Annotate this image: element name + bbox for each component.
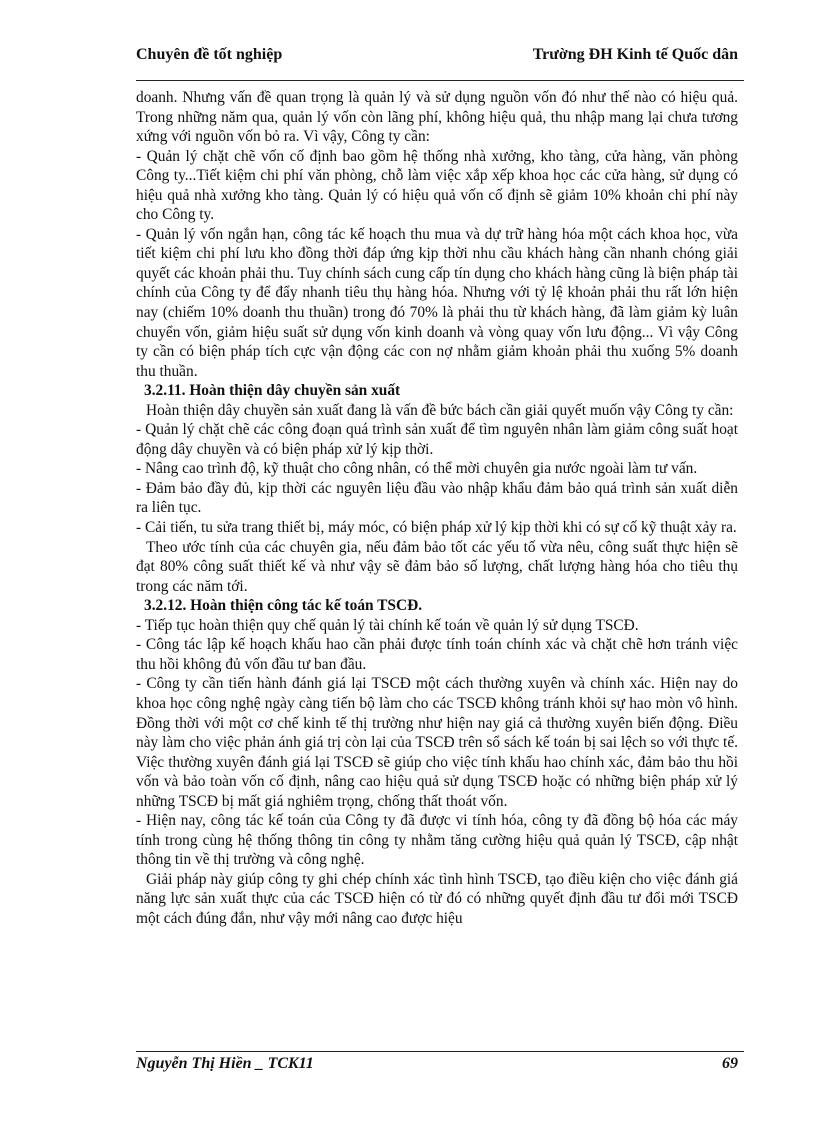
paragraph: - Đảm bảo đầy đủ, kịp thời các nguyên liệu đầu vào nhập khẩu đảm bảo quá trình sản xuất diễn ra liên tục. (136, 479, 738, 517)
paragraph: Hoàn thiện dây chuyền sản xuất đang là vấn đề bức bách cần giải quyết muốn vậy Công ty cần: (146, 401, 734, 419)
paragraph: Giải pháp này giúp công ty ghi chép chính xác tình hình TSCĐ, tạo điều kiện cho việc đánh giá năng lực sản xuất thực của các TSCĐ hiện có từ đó có những quyết định đầu tư đổi mới TSCĐ một cách đúng đắn, như vậy mới nâng cao được hiệu (136, 870, 738, 927)
paragraph: - Quản lý chặt chẽ vốn cố định bao gồm hệ thống nhà xưởng, kho tàng, cửa hàng, văn phòng Công ty...Tiết kiệm chi phí văn phòng, chỗ làm việc xắp xếp khoa học các cửa hàng, sử dụng có hiệu quả nhà xưởng kho tàng. Quản lý có hiệu quả vốn cố định sẽ giảm 10% khoản chi phí này cho Công ty. (136, 147, 738, 224)
page-number: 69 (722, 1055, 738, 1072)
footer-author: Nguyễn Thị Hiền _ TCK11 (136, 1055, 314, 1072)
paragraph: - Cải tiến, tu sửa trang thiết bị, máy móc, có biện pháp xử lý kịp thời khi có sự cố kỹ thuật xảy ra. (136, 519, 737, 537)
section-heading: 3.2.11. Hoàn thiện dây chuyền sản xuất (144, 382, 401, 400)
page-header (136, 46, 738, 68)
paragraph: doanh. Nhưng vấn đề quan trọng là quản lý và sử dụng nguồn vốn đó như thế nào có hiệu quả. Trong những năm qua, quản lý vốn còn lãng phí, không hiệu quả, thu nhập mang lại chưa tương xứng với nguồn vốn bỏ ra. Vì vậy, Công ty cần: (136, 89, 738, 146)
paragraph: - Công tác lập kế hoạch khấu hao cần phải được tính toán chính xác và chặt chẽ hơn tránh việc thu hồi không đủ vốn đầu tư ban đầu. (136, 636, 738, 673)
paragraph: Theo ước tính của các chuyên gia, nếu đảm bảo tốt các yếu tố vừa nêu, công suất thực hiện sẽ đạt 80% công suất thiết kế và như vậy sẽ đảm bảo số lượng, chất lượng hàng hóa cho tiêu thụ trong các năm tới. (136, 538, 738, 595)
page-body (136, 88, 738, 929)
footer-rule (136, 1051, 744, 1052)
paragraph: - Quản lý vốn ngắn hạn, công tác kế hoạch thu mua và dự trữ hàng hóa một cách khoa học, vừa tiết kiệm chi phí lưu kho đồng thời đáp ứng kịp thời nhu cầu khách hàng cần nhanh chóng giải quyết các khoản phải thu. Tuy chính sách cung cấp tín dụng cho khách hàng cũng là biện pháp tài chính của Công ty để đẩy nhanh tiêu thụ hàng hóa. Nhưng với tỷ lệ khoản phải thu rất lớn hiện nay (chiếm 10% doanh thu thuần) trong đó 70% là phải thu từ khách hàng, đã làm giảm kỳ luân chuyển vốn, giảm hiệu suất sử dụng vốn kinh doanh và vòng quay vốn lưu động... Vì vậy Công ty cần có biện pháp tích cực vận động các con nợ nhằm giảm khoản phải thu xuống 5% doanh thu thuần. (136, 225, 738, 380)
paragraph: - Quản lý chặt chẽ các công đoạn quá trình sản xuất để tìm nguyên nhân làm giảm công suất hoạt động dây chuyền và có biện pháp xử lý kịp thời. (136, 421, 738, 458)
header-document-type: Chuyên đề tốt nghiệp (136, 46, 283, 63)
paragraph: - Nâng cao trình độ, kỹ thuật cho công nhân, có thể mời chuyên gia nước ngoài làm tư vấn. (136, 460, 698, 478)
paragraph: - Tiếp tục hoàn thiện quy chế quản lý tài chính kế toán về quản lý sử dụng TSCĐ. (136, 616, 639, 634)
header-university: Trường ĐH Kinh tế Quốc dân (532, 46, 738, 63)
paragraph: - Công ty cần tiến hành đánh giá lại TSCĐ một cách thường xuyên và chính xác. Hiện nay do khoa học công nghệ ngày càng tiến bộ làm cho các TSCĐ không tránh khỏi sự hao mòn vô hình. Đồng thời với một cơ chế kinh tế thị trường như hiện nay giá cả thường xuyên biến động. Điều này làm cho việc phản ánh giá trị còn lại của TSCĐ trên sổ sách kế toán bị sai lệch so với thực tế. Việc thường xuyên đánh giá lại TSCĐ sẽ giúp cho việc tính khấu hao chính xác, đảm bảo thu hồi vốn và bảo toàn vốn cố định, nâng cao hiệu quả sử dụng TSCĐ hoặc có những biện pháp xử lý những TSCĐ bị mất giá nghiêm trọng, chống thất thoát vốn. (136, 675, 738, 810)
header-rule (136, 80, 744, 81)
paragraph: - Hiện nay, công tác kế toán của Công ty đã được vi tính hóa, công ty đã đồng bộ hóa các máy tính trong cùng hệ thống thông tin công ty nhằm tăng cường hiệu quả quản lý TSCĐ, cập nhật thông tin về thị trường và công nghệ. (136, 812, 738, 869)
section-heading: 3.2.12. Hoàn thiện công tác kế toán TSCĐ. (144, 597, 423, 615)
page-footer (136, 1055, 738, 1075)
